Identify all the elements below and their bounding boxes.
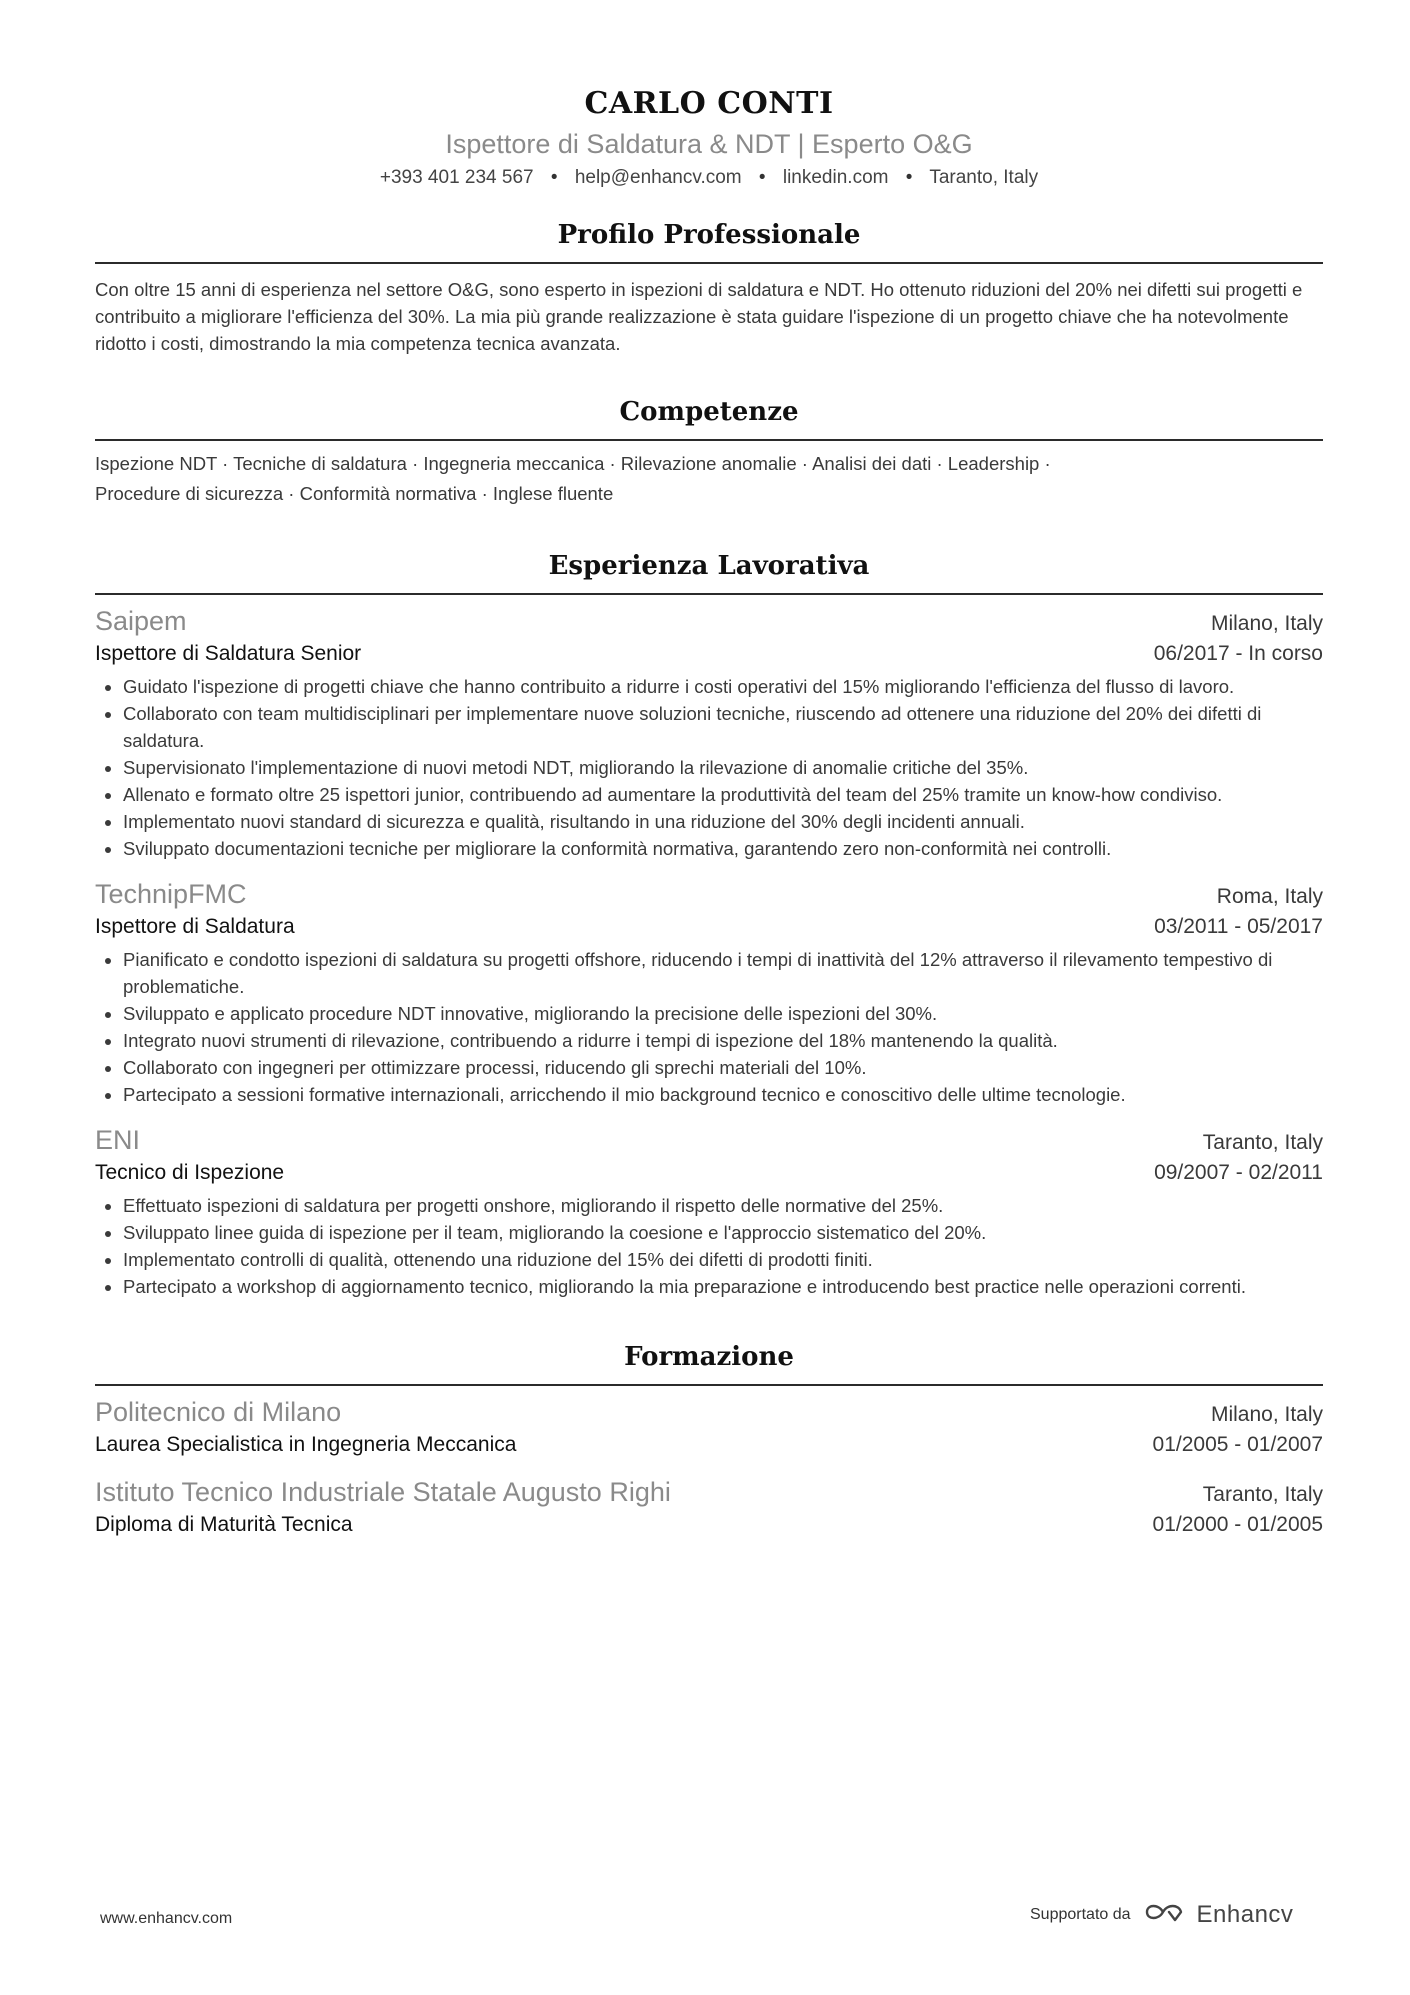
job-bullet: • Sviluppato e applicato procedure NDT innovative, migliorando la precisione delle ispezioni del 30%. <box>123 1000 1323 1027</box>
job-bullets <box>95 673 1323 862</box>
job-bullets <box>95 1192 1323 1300</box>
profile-summary: Con oltre 15 anni di esperienza nel settore O&G, sono esperto in ispezioni di saldatura e NDT. Ho ottenuto riduzioni del 20% nei difetti sui progetti e contribuito a migliorare l'efficienza del 30%. La mia più grande realizzazione è stata guidare l'ispezione di un progetto chiave che ha notevolmente ridotto i costi, dimostrando la mia competenza tecnica avanzata. <box>95 279 1303 354</box>
education-dates: 01/2005 - 01/2007 <box>1152 1433 1323 1456</box>
education-school: Istituto Tecnico Industriale Statale Augusto Righi <box>95 1477 671 1507</box>
contact-separator: • <box>758 167 766 188</box>
job-entry <box>95 876 1323 1108</box>
education-degree: Laurea Specialistica in Ingegneria Meccanica <box>95 1433 517 1456</box>
candidate-name: CARLO CONTI <box>584 86 834 121</box>
skills-line: Ispezione NDT · Tecniche di saldatura · Ingegneria meccanica · Rilevazione anomalie · Analisi dei dati · Leadership · <box>95 453 1051 474</box>
enhancv-logo-icon <box>1141 1900 1187 1929</box>
job-entry <box>95 1122 1323 1300</box>
education-location: Taranto, Italy <box>1202 1483 1323 1506</box>
job-dates: 09/2007 - 02/2011 <box>1154 1161 1323 1184</box>
job-bullet: • Implementato controlli di qualità, ottenendo una riduzione del 15% dei difetti di prodotti finiti. <box>123 1246 1323 1273</box>
job-entry <box>95 603 1323 862</box>
job-bullet: • Sviluppato linee guida di ispezione per il team, migliorando la coesione e l'approccio sistematico del 20%. <box>123 1219 1323 1246</box>
experience-section <box>95 549 1323 1300</box>
job-dates: 03/2011 - 05/2017 <box>1154 915 1323 938</box>
job-location: Roma, Italy <box>1216 885 1323 908</box>
skills-list <box>95 449 1323 509</box>
job-bullet: • Collaborato con ingegneri per ottimizzare processi, riducendo gli sprechi materiali del 10%. <box>123 1054 1323 1081</box>
job-company: ENI <box>95 1125 141 1155</box>
footer-website[interactable]: www.enhancv.com <box>100 1910 233 1927</box>
education-entry <box>95 1474 1323 1540</box>
contact-phone: +393 401 234 567 <box>379 167 534 188</box>
job-company: Saipem <box>95 606 187 636</box>
job-dates: 06/2017 - In corso <box>1153 642 1323 665</box>
job-bullet: • Partecipato a sessioni formative internazionali, arricchendo il mio background tecnico e conoscitivo delle ultime tecnologie. <box>123 1081 1323 1108</box>
section-title-profile: Profilo Professionale <box>95 218 1323 264</box>
brand-name: Enhancv <box>1196 1900 1294 1928</box>
education-section <box>95 1340 1323 1540</box>
contact-separator: • <box>905 167 913 188</box>
job-bullet: • Integrato nuovi strumenti di rilevazione, contribuendo a ridurre i tempi di ispezione del 18% mantenendo la qualità. <box>123 1027 1323 1054</box>
contact-linkedin[interactable]: linkedin.com <box>782 167 889 188</box>
education-dates: 01/2000 - 01/2005 <box>1152 1513 1323 1536</box>
job-bullet: • Collaborato con team multidisciplinari per implementare nuove soluzioni tecniche, riuscendo ad ottenere una riduzione del 20% dei difetti di saldatura. <box>123 700 1323 754</box>
job-company: TechnipFMC <box>95 879 247 909</box>
job-bullet: • Pianificato e condotto ispezioni di saldatura su progetti offshore, riducendo i tempi di inattività del 12% attraverso il rilevamento tempestivo di problematiche. <box>123 946 1323 1000</box>
candidate-headline: Ispettore di Saldatura & NDT | Esperto O&G <box>445 129 973 159</box>
job-bullet: • Sviluppato documentazioni tecniche per migliorare la conformità normativa, garantendo zero non-conformità nei controlli. <box>123 835 1323 862</box>
job-location: Milano, Italy <box>1210 612 1323 635</box>
education-location: Milano, Italy <box>1210 1403 1323 1426</box>
contact-location: Taranto, Italy <box>929 167 1039 188</box>
profile-section <box>95 218 1323 357</box>
contact-line <box>95 164 1323 192</box>
powered-by-label: Supportato da <box>1030 1905 1131 1923</box>
section-title-education: Formazione <box>95 1340 1323 1386</box>
education-school: Politecnico di Milano <box>95 1397 342 1427</box>
skills-line: Procedure di sicurezza · Conformità normativa · Inglese fluente <box>95 483 614 504</box>
job-bullet: • Effettuato ispezioni di saldatura per progetti onshore, migliorando il rispetto delle normative del 25%. <box>123 1192 1323 1219</box>
job-bullet: • Implementato nuovi standard di sicurezza e qualità, risultando in una riduzione del 30% degli incidenti annuali. <box>123 808 1323 835</box>
job-role: Tecnico di Ispezione <box>95 1161 285 1184</box>
footer-branding <box>1030 1900 1293 1929</box>
job-role: Ispettore di Saldatura Senior <box>95 642 362 665</box>
job-bullet: • Partecipato a workshop di aggiornamento tecnico, migliorando la mia preparazione e introducendo best practice nelle operazioni correnti. <box>123 1273 1323 1300</box>
resume-header <box>95 0 1323 192</box>
job-bullet: • Allenato e formato oltre 25 ispettori junior, contribuendo ad aumentare la produttività del team del 25% tramite un know-how condiviso. <box>123 781 1323 808</box>
education-entry <box>95 1394 1323 1460</box>
skills-section <box>95 395 1323 509</box>
job-bullets <box>95 946 1323 1108</box>
section-title-skills: Competenze <box>95 395 1323 441</box>
education-degree: Diploma di Maturità Tecnica <box>95 1513 353 1536</box>
contact-email[interactable]: help@enhancv.com <box>574 167 742 188</box>
job-bullet: • Supervisionato l'implementazione di nuovi metodi NDT, migliorando la rilevazione di anomalie critiche del 35%. <box>123 754 1323 781</box>
job-bullet: • Guidato l'ispezione di progetti chiave che hanno contribuito a ridurre i costi operativi del 15% migliorando l'efficienza del flusso di lavoro. <box>123 673 1323 700</box>
section-title-experience: Esperienza Lavorativa <box>95 549 1323 595</box>
job-role: Ispettore di Saldatura <box>95 915 295 938</box>
contact-separator: • <box>550 167 558 188</box>
job-location: Taranto, Italy <box>1202 1131 1323 1154</box>
resume-page <box>95 0 1323 1540</box>
